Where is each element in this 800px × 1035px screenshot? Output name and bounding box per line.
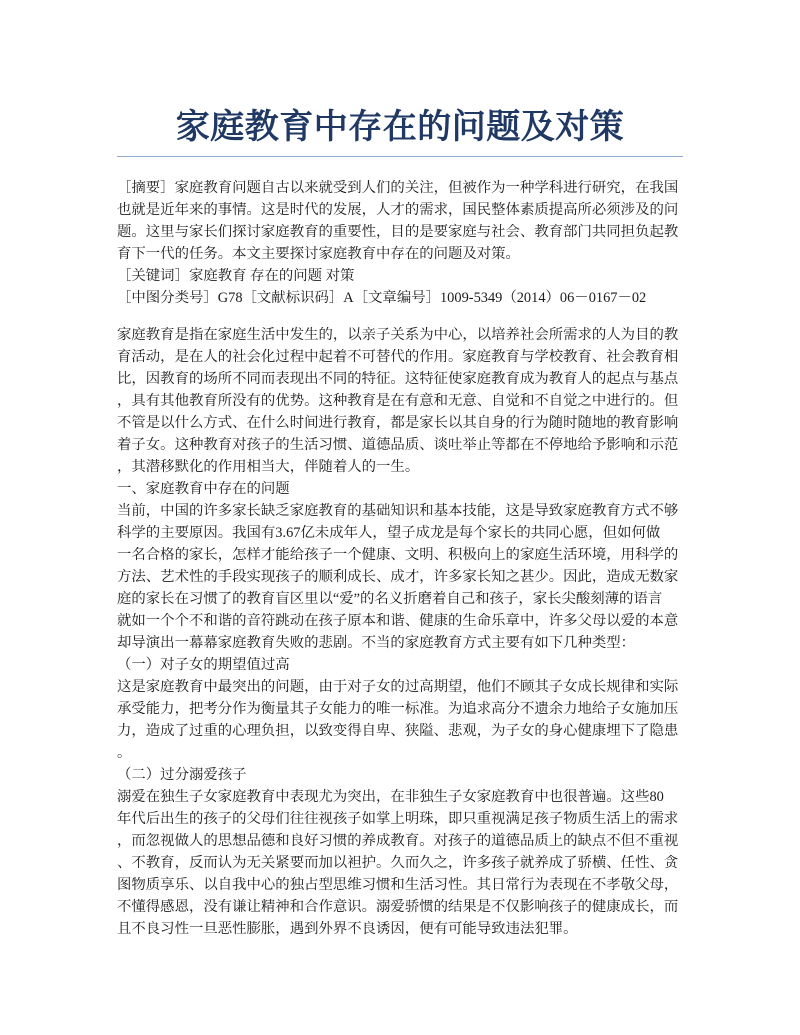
- body-line: 方法、艺术性的手段实现孩子的顺利成长、成才，许多家长知之甚少。因此，造成无数家: [117, 569, 679, 585]
- body-line: 这是家庭教育中最突出的问题，由于对子女的过高期望，他们不顾其子女成长规律和实际: [117, 679, 679, 695]
- paragraph-gap: [117, 309, 697, 324]
- body-line: 科学的主要原因。我国有3.67亿未成年人，望子成龙是每个家长的共同心愿，但如何做: [117, 525, 661, 541]
- section-1: [117, 478, 697, 654]
- body-line: 溺爱在独生子女家庭教育中表现尤为突出，在非独生子女家庭教育中也很普遍。这些80: [117, 789, 664, 805]
- body-line: 就如一个个不和谐的音符跳动在孩子原本和谐、健康的生命乐章中，许多父母以爱的本意: [117, 613, 679, 629]
- body-line: 、不教育，反而认为无关紧要而加以袒护。久而久之，许多孩子就养成了骄横、任性、贪: [117, 855, 679, 871]
- abstract-line: 也就是近年来的事情。这是时代的发展，人才的需求，国民整体素质提高所必须涉及的问: [117, 202, 679, 218]
- body-line: 图物质享乐、以自我中心的独占型思维习惯和生活习性。其日常行为表现在不孝敬父母，: [117, 877, 679, 893]
- body-line: ，其潜移默化的作用相当大，伴随着人的一生。: [117, 459, 420, 475]
- body-line: 却导演出一幕幕家庭教育失败的悲剧。不当的家庭教育方式主要有如下几种类型：: [117, 635, 636, 651]
- body-line: 。: [117, 745, 132, 761]
- body-line: 且不良习性一旦恶性膨胀，遇到外界不良诱因，便有可能导致违法犯罪。: [117, 921, 578, 937]
- document-body: [117, 177, 697, 940]
- body-line: 家庭教育是指在家庭生活中发生的，以亲子关系为中心，以培养社会所需求的人为目的教: [117, 327, 679, 343]
- body-line: 承受能力，把考分作为衡量其子女能力的唯一标准。为追求高分不遗余力地给子女施加压: [117, 701, 679, 717]
- abstract: [117, 177, 697, 265]
- body-line: 庭的家长在习惯了的教育盲区里以“爱”的名义折磨着自己和孩子，家长尖酸刻薄的语言: [117, 591, 663, 607]
- body-line: 年代后出生的孩子的父母们往往视孩子如掌上明珠，即只重视满足孩子物质生活上的需求: [117, 811, 679, 827]
- classification-line: ［中图分类号］G78［文献标识码］A［文章编号］1009-5349（2014）06－0167－02: [117, 290, 647, 306]
- document-title: 家庭教育中存在的问题及对策: [175, 109, 625, 146]
- abstract-line: 题。这里与家长们探讨家庭教育的重要性，目的是要家庭与社会、教育部门共同担负起教: [117, 224, 679, 240]
- title-rule: [117, 156, 683, 157]
- subsection-heading: （二）过分溺爱孩子: [117, 767, 247, 783]
- subsection-heading: （一）对子女的期望值过高: [117, 657, 290, 673]
- keywords-line: ［关键词］家庭教育 存在的问题 对策: [117, 268, 355, 284]
- abstract-line: ［摘要］家庭教育问题自古以来就受到人们的关注，但被作为一种学科进行研究，在我国: [117, 180, 679, 196]
- body-line: 不管是以什么方式、在什么时间进行教育，都是家长以其自身的行为随时随地的教育影响: [117, 415, 679, 431]
- abstract-line: 育下一代的任务。本文主要探讨家庭教育中存在的问题及对策。: [117, 246, 520, 262]
- body-line: 着子女。这种教育对孩子的生活习惯、道德品质、谈吐举止等都在不停地给予影响和示范: [117, 437, 679, 453]
- body-line: 比，因教育的场所不同而表现出不同的特征。这特征使家庭教育成为教育人的起点与基点: [117, 371, 679, 387]
- intro-paragraph: [117, 324, 697, 478]
- body-line: 育活动，是在人的社会化过程中起着不可替代的作用。家庭教育与学校教育、社会教育相: [117, 349, 679, 365]
- subsection-1: [117, 654, 697, 764]
- body-line: ，具有其他教育所没有的优势。这种教育是在有意和无意、自觉和不自觉之中进行的。但: [117, 393, 679, 409]
- body-line: 一名合格的家长，怎样才能给孩子一个健康、文明、积极向上的家庭生活环境，用科学的: [117, 547, 679, 563]
- body-line: 当前，中国的许多家长缺乏家庭教育的基础知识和基本技能，这是导致家庭教育方式不够: [117, 503, 679, 519]
- body-line: ，而忽视做人的思想品德和良好习惯的养成教育。对孩子的道德品质上的缺点不但不重视: [117, 833, 679, 849]
- subsection-2: [117, 764, 697, 940]
- section-heading: 一、家庭教育中存在的问题: [117, 481, 290, 497]
- body-line: 力，造成了过重的心理负担，以致变得自卑、狭隘、悲观，为子女的身心健康埋下了隐患: [117, 723, 679, 739]
- body-line: 不懂得感恩，没有谦让精神和合作意识。溺爱骄惯的结果是不仅影响孩子的健康成长，而: [117, 899, 679, 915]
